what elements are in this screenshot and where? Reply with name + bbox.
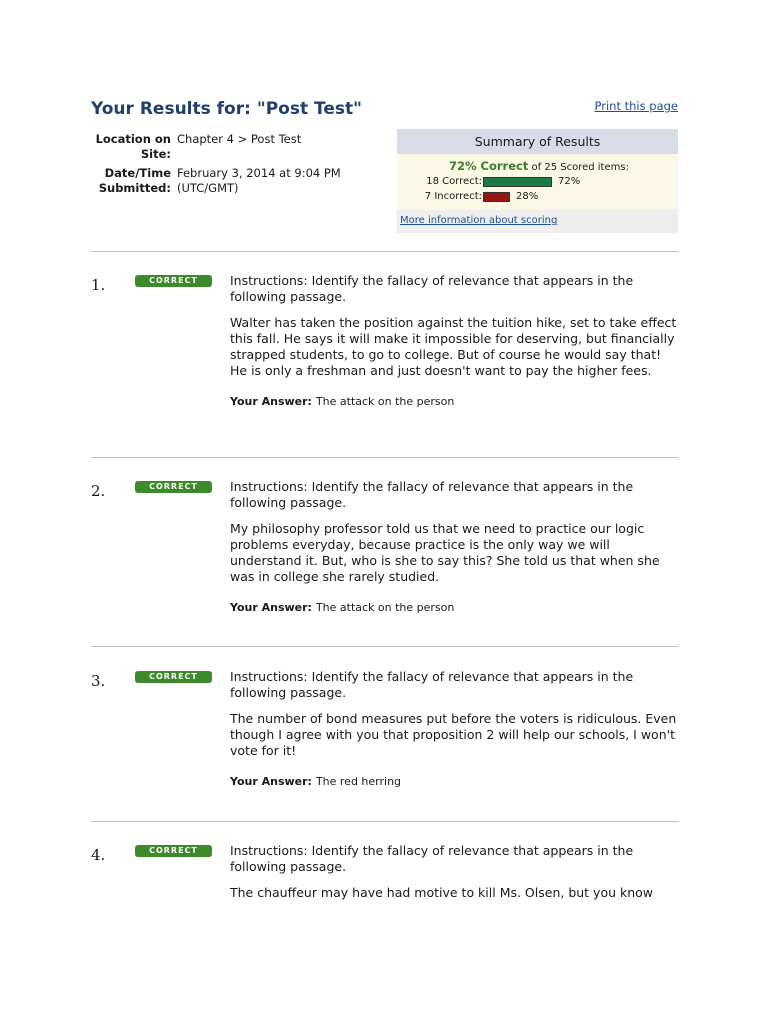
question-passage: Walter has taken the position against the tuition hike, set to take effect this fall. He says it will make it impossible for deserving, but financially strapped students, to go to college. But of course he would say that! He is only a freshman and just doesn't want to pay the higher fees. [230, 315, 677, 378]
incorrect-percent: 28% [516, 191, 539, 202]
incorrect-bar [483, 192, 510, 202]
question-content [230, 669, 678, 790]
incorrect-label: 7 Incorrect: [424, 191, 482, 202]
divider [91, 251, 678, 252]
correct-badge: CORRECT [135, 275, 212, 287]
location-label: Location on Site: [95, 132, 171, 161]
incorrect-row [397, 191, 678, 205]
summary-heading: Summary of Results [397, 129, 678, 154]
question-passage: My philosophy professor told us that we need to practice our logic problems everyday, because practice is the only way we will understand it. But, who is she to say this? She told us that when she was in college she rarely studied. [230, 521, 660, 584]
question-instructions: Instructions: Identify the fallacy of relevance that appears in the following passage. [230, 669, 634, 700]
question-content [230, 273, 678, 410]
correct-bar [483, 177, 552, 187]
correct-label: 18 Correct: [426, 176, 482, 187]
answer-value: The attack on the person [315, 601, 455, 614]
location-row [91, 132, 391, 162]
question-number: 2. [91, 482, 106, 500]
print-page-link[interactable]: Print this page [594, 99, 678, 113]
score-line [449, 159, 629, 173]
correct-badge: CORRECT [135, 671, 212, 683]
divider [91, 821, 678, 822]
scoring-info-link[interactable]: More information about scoring [400, 215, 558, 226]
date-row [91, 166, 391, 196]
question-passage: The number of bond measures put before the voters is ridiculous. Even though I agree with you that proposition 2 will help our schools, I won't vote for it! [230, 711, 677, 758]
summary-of-results-panel [397, 129, 678, 233]
question-number: 1. [91, 276, 106, 294]
submission-meta [91, 132, 391, 200]
question-content [230, 479, 678, 616]
answer-value: The attack on the person [315, 395, 455, 408]
question-instructions: Instructions: Identify the fallacy of relevance that appears in the following passage. [230, 843, 634, 874]
page-title: Your Results for: "Post Test" [91, 99, 362, 119]
scored-items-text: of 25 Scored items: [531, 162, 629, 173]
divider [91, 457, 678, 458]
answer-label: Your Answer: [230, 601, 312, 614]
correct-badge: CORRECT [135, 481, 212, 493]
correct-percent: 72% [558, 176, 581, 187]
answer-line [230, 600, 678, 616]
correct-row [397, 176, 678, 190]
answer-line [230, 394, 678, 410]
question-number: 3. [91, 672, 106, 690]
date-value: February 3, 2014 at 9:04 PM (UTC/GMT) [177, 166, 341, 195]
score-percent: 72% Correct [449, 159, 529, 173]
summary-body [397, 154, 678, 210]
question-number: 4. [91, 846, 106, 864]
question-instructions: Instructions: Identify the fallacy of relevance that appears in the following passage. [230, 273, 634, 304]
answer-line [230, 774, 678, 790]
answer-label: Your Answer: [230, 395, 312, 408]
question-passage: The chauffeur may have had motive to kill Ms. Olsen, but you know [230, 885, 654, 900]
question-content [230, 843, 678, 911]
correct-badge: CORRECT [135, 845, 212, 857]
answer-value: The red herring [315, 775, 402, 788]
date-label: Date/Time Submitted: [98, 166, 171, 195]
location-value: Chapter 4 > Post Test [177, 132, 302, 146]
divider [91, 646, 678, 647]
answer-label: Your Answer: [230, 775, 312, 788]
question-instructions: Instructions: Identify the fallacy of relevance that appears in the following passage. [230, 479, 634, 510]
